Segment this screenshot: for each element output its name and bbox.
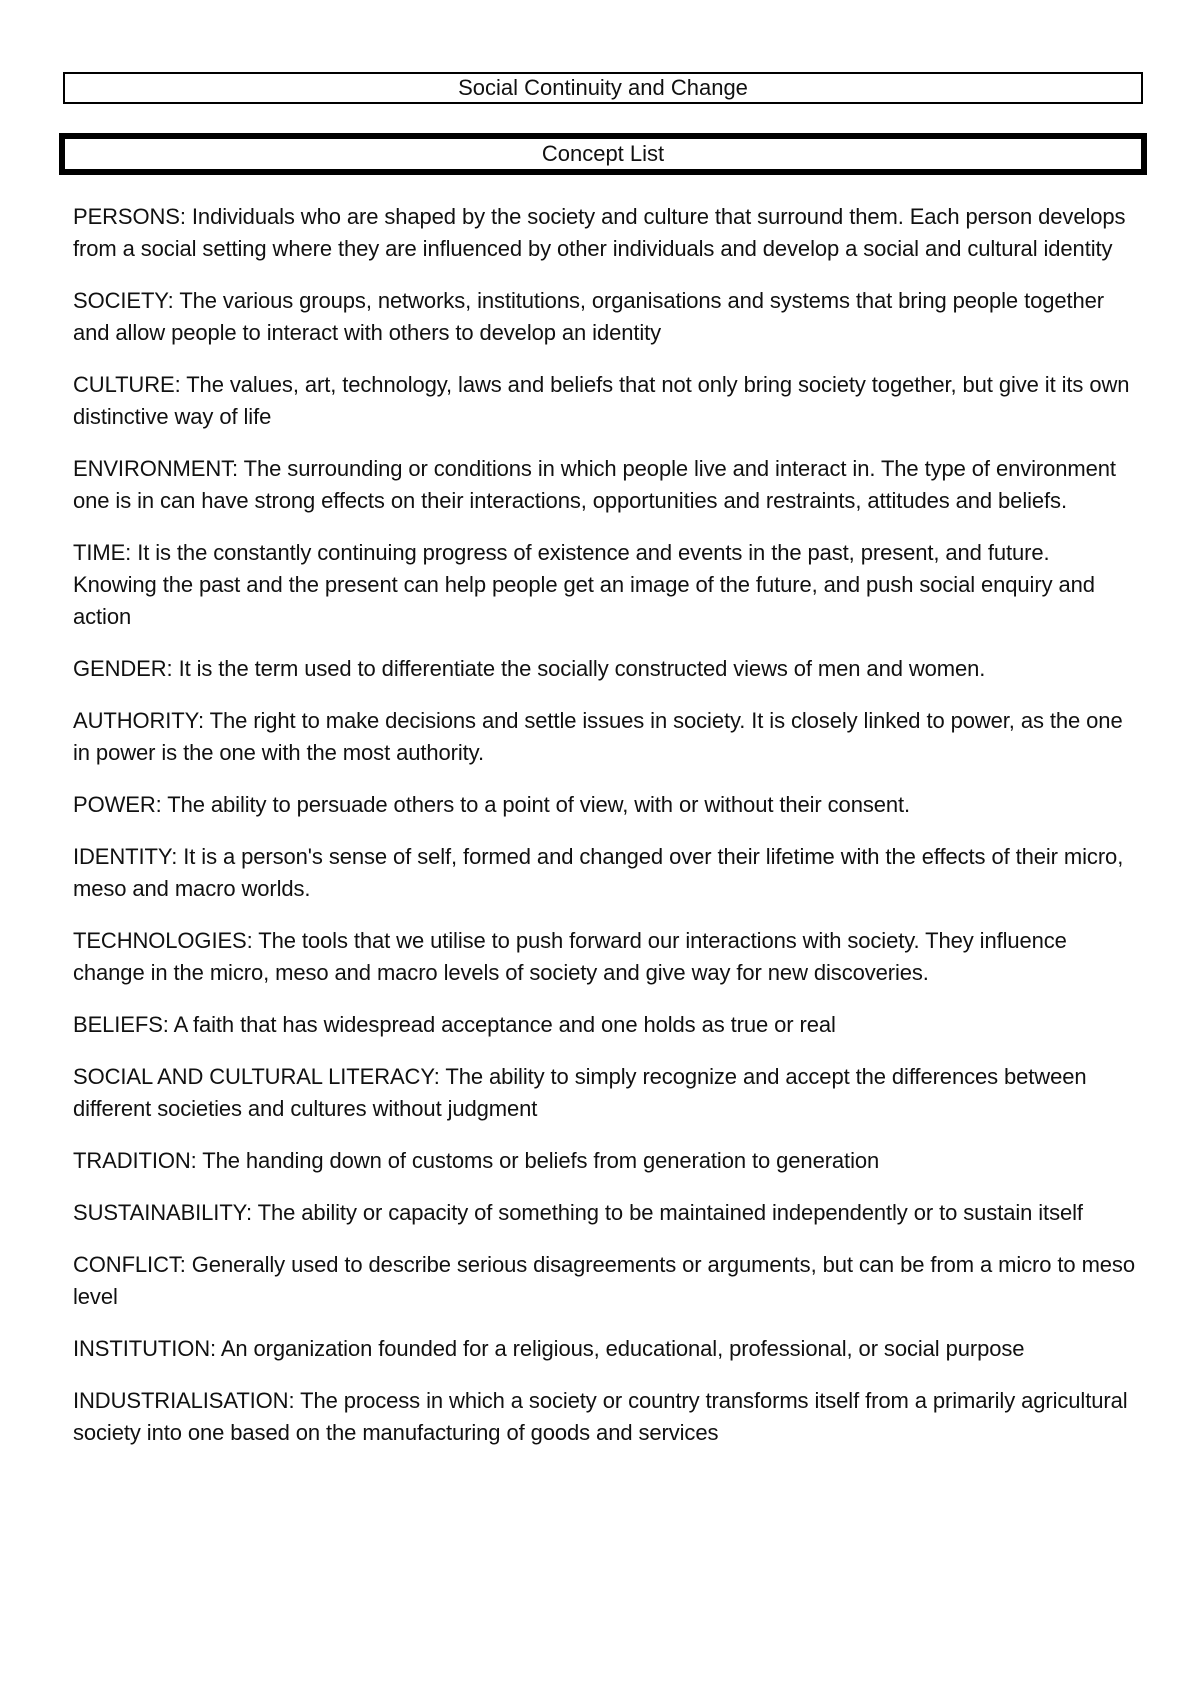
concept-entry-persons	[73, 201, 1135, 265]
concept-entry-sustainability	[73, 1197, 1135, 1229]
concept-term: BELIEFS :	[73, 1012, 174, 1037]
concept-definition: The ability or capacity of something to be maintained independently or to sustain itself	[257, 1200, 1083, 1225]
concept-entry-authority	[73, 705, 1135, 769]
concept-entry-culture	[73, 369, 1135, 433]
concept-term: TRADITION :	[73, 1148, 202, 1173]
concept-term: ENVIRONMENT :	[73, 456, 244, 481]
concept-definition: The ability to persuade others to a point of view, with or without their consent.	[167, 792, 911, 817]
concept-definition: The ability to simply recognize and accept the differences between different societies and cultures without judgment	[73, 1064, 1087, 1121]
concept-list-heading	[59, 133, 1147, 175]
concept-definition: The tools that we utilise to push forward our interactions with society. They influence change in the micro, meso and macro levels of society and give way for new discoveries.	[73, 928, 1067, 985]
concept-definition: It is the term used to differentiate the socially constructed views of men and women.	[178, 656, 986, 681]
concept-entry-time	[73, 537, 1135, 633]
concept-entry-industrialisation	[73, 1385, 1135, 1449]
concept-definition: An organization founded for a religious, educational, professional, or social purpose	[220, 1336, 1025, 1361]
document-title-text: Social Continuity and Change	[458, 75, 748, 100]
concept-definition: A faith that has widespread acceptance and one holds as true or real	[173, 1012, 836, 1037]
concept-term: PERSONS :	[73, 204, 192, 229]
concept-entry-beliefs	[73, 1009, 1135, 1041]
concept-term: IDENTITY :	[73, 844, 183, 869]
concept-entry-tradition	[73, 1145, 1135, 1177]
concept-entry-environment	[73, 453, 1135, 517]
concept-definition: It is the constantly continuing progress of existence and events in the past, present, and future. Knowing the past and the present can help people get an image of the future, and push social enquiry and action	[73, 540, 1095, 629]
concept-term: CONFLICT :	[73, 1252, 192, 1277]
document-title	[63, 72, 1143, 104]
concept-term: AUTHORITY :	[73, 708, 210, 733]
concept-term: SOCIAL AND CULTURAL LITERACY :	[73, 1064, 445, 1089]
concept-definition: The handing down of customs or beliefs from generation to generation	[202, 1148, 880, 1173]
concept-definition: Generally used to describe serious disagreements or arguments, but can be from a micro to meso level	[73, 1252, 1135, 1309]
concept-definition: It is a person's sense of self, formed and changed over their lifetime with the effects of their micro, meso and macro worlds.	[73, 844, 1124, 901]
concept-term: POWER :	[73, 792, 167, 817]
concept-definition: The values, art, technology, laws and beliefs that not only bring society together, but give it its own distinctive way of life	[73, 372, 1130, 429]
concept-definition: The surrounding or conditions in which people live and interact in. The type of environment one is in can have strong effects on their interactions, opportunities and restraints, attitudes and beliefs.	[73, 456, 1116, 513]
concept-entry-society	[73, 285, 1135, 349]
concept-definition: The right to make decisions and settle issues in society. It is closely linked to power, as the one in power is the one with the most authority.	[73, 708, 1123, 765]
concept-entry-social-and-cultural-literacy	[73, 1061, 1135, 1125]
concept-term: TECHNOLOGIES :	[73, 928, 258, 953]
concept-definition: The various groups, networks, institutions, organisations and systems that bring people together and allow people to interact with others to develop an identity	[73, 288, 1105, 345]
concept-entry-gender	[73, 653, 1135, 685]
concept-list	[73, 201, 1135, 1469]
concept-term: SOCIETY :	[73, 288, 179, 313]
concept-term: TIME :	[73, 540, 137, 565]
concept-term: GENDER :	[73, 656, 179, 681]
concept-term: INDUSTRIALISATION :	[73, 1388, 300, 1413]
concept-term: CULTURE :	[73, 372, 186, 397]
concept-definition: The process in which a society or country transforms itself from a primarily agricultural society into one based on the manufacturing of goods and services	[73, 1388, 1128, 1445]
concept-term: SUSTAINABILITY :	[73, 1200, 258, 1225]
concept-entry-conflict	[73, 1249, 1135, 1313]
concept-entry-technologies	[73, 925, 1135, 989]
concept-entry-identity	[73, 841, 1135, 905]
concept-term: INSTITUTION :	[73, 1336, 221, 1361]
concept-definition: Individuals who are shaped by the society and culture that surround them. Each person develops from a social setting where they are influenced by other individuals and develop a social and cultural identity	[73, 204, 1126, 261]
concept-entry-power	[73, 789, 1135, 821]
concept-list-heading-text: Concept List	[541, 141, 665, 166]
concept-entry-institution	[73, 1333, 1135, 1365]
